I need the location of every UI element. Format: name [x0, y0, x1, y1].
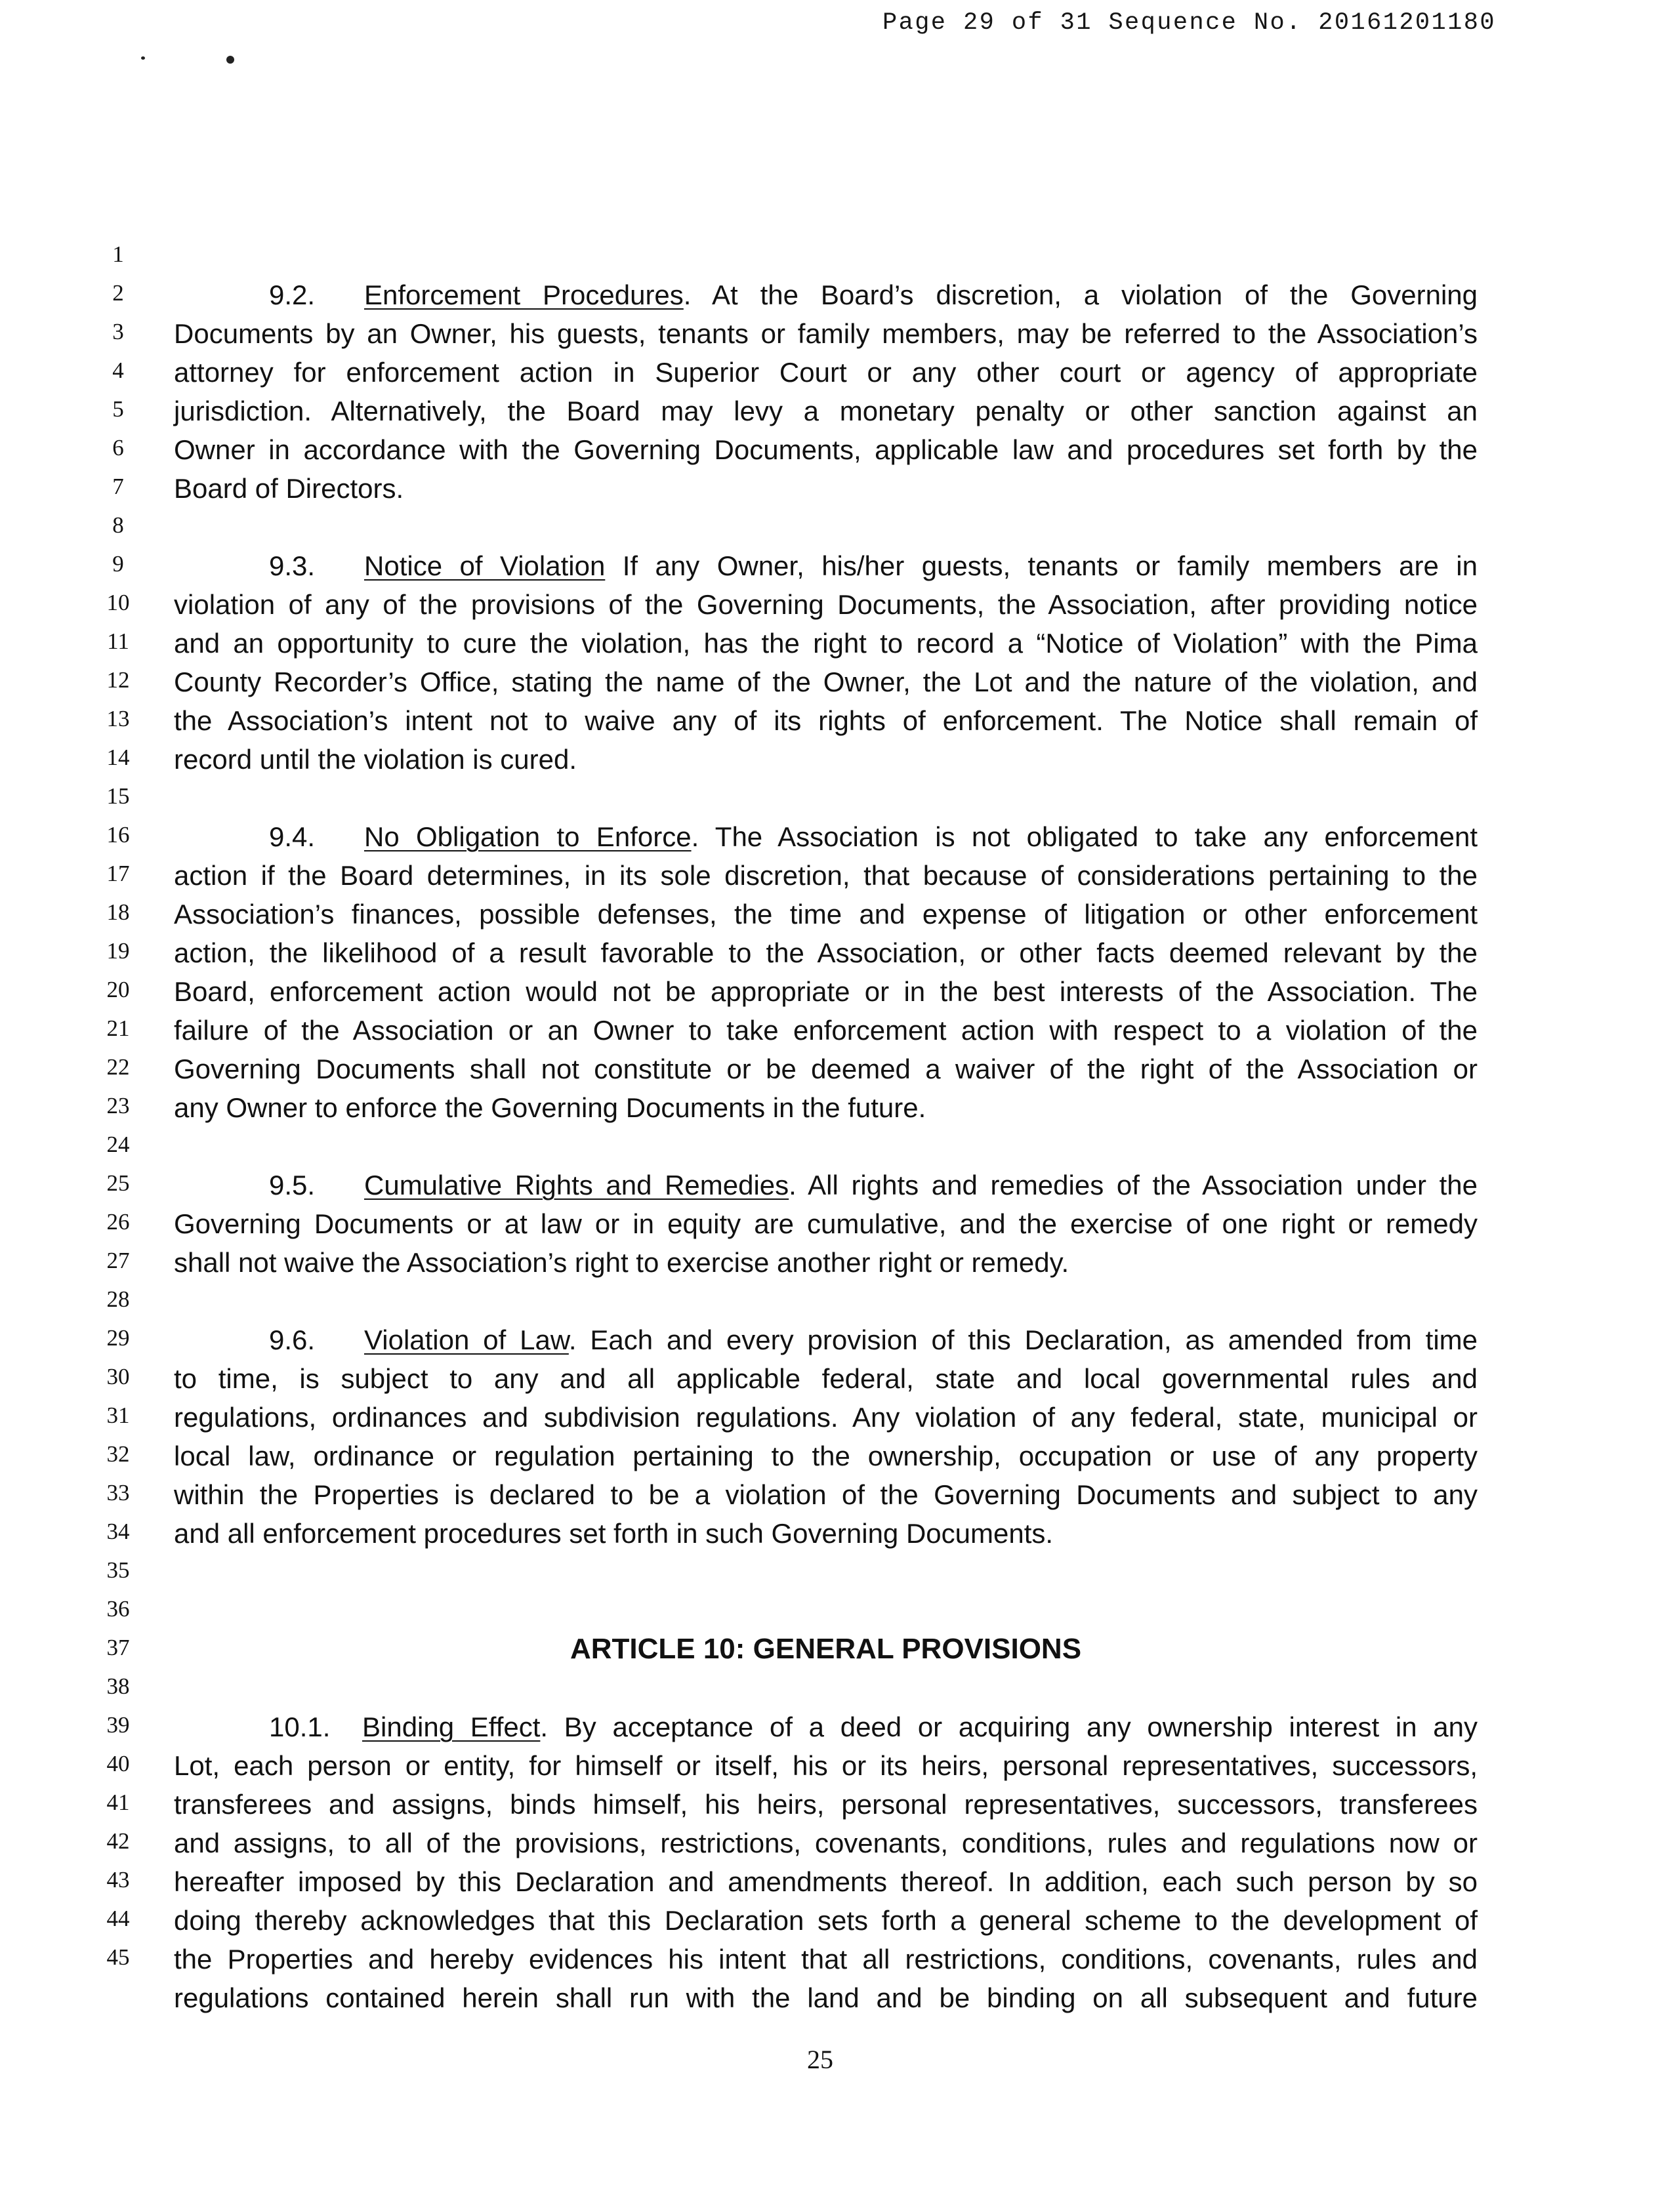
- section-title: No Obligation to Enforce: [364, 821, 692, 852]
- line-number: 20: [106, 977, 130, 1002]
- line-number: 26: [106, 1209, 130, 1235]
- section-number: 9.5.: [269, 1170, 316, 1200]
- line-number: 45: [106, 1944, 130, 1970]
- section-number: 9.2.: [269, 279, 316, 310]
- line-number: 4: [112, 358, 124, 383]
- text-run: . Each and every provision of this Declaration, as amended from time: [568, 1324, 1478, 1355]
- line-number: 33: [106, 1480, 130, 1505]
- text-run: If any Owner, his/her guests, tenants or family members are in: [605, 550, 1478, 581]
- line-number: 5: [112, 396, 124, 422]
- line-number: 17: [106, 861, 130, 886]
- line-number: 14: [106, 745, 130, 770]
- line-number: 32: [106, 1441, 130, 1467]
- line-number: 9: [112, 551, 124, 577]
- line-number: 2: [112, 280, 124, 306]
- line-number: 36: [106, 1596, 130, 1622]
- text-line: Lot, each person or entity, for himself or itself, his or its heirs, personal representatives, successors,: [174, 1750, 1478, 1781]
- text-line: within the Properties is declared to be a violation of the Governing Documents and subject to any: [174, 1479, 1478, 1510]
- section-title: Notice of Violation: [364, 550, 606, 581]
- text-line: [269, 279, 1478, 310]
- text-line: to time, is subject to any and all applicable federal, state and local governmental rules and: [174, 1363, 1478, 1394]
- text-line: and all enforcement procedures set forth in such Governing Documents.: [174, 1518, 1054, 1549]
- line-number: 18: [106, 899, 130, 925]
- line-number: 28: [106, 1286, 130, 1312]
- text-line: Board of Directors.: [174, 473, 404, 504]
- text-line: shall not waive the Association’s right to exercise another right or remedy.: [174, 1247, 1069, 1278]
- line-number: 7: [112, 474, 124, 499]
- article-heading: ARTICLE 10: GENERAL PROVISIONS: [570, 1633, 1082, 1665]
- text-line: action if the Board determines, in its sole discretion, that because of considerations pertaining to the: [174, 860, 1478, 891]
- text-line: Governing Documents or at law or in equity are cumulative, and the exercise of one right or remedy: [174, 1208, 1478, 1239]
- line-number: 31: [106, 1403, 130, 1428]
- text-line: hereafter imposed by this Declaration and amendments thereof. In addition, each such person by so: [174, 1866, 1478, 1897]
- line-number: 23: [106, 1093, 130, 1118]
- text-line: County Recorder’s Office, stating the name of the Owner, the Lot and the nature of the violation, and: [174, 666, 1478, 697]
- text-line: violation of any of the provisions of the Governing Documents, the Association, after providing notice: [174, 589, 1478, 620]
- line-number: 15: [106, 783, 130, 809]
- text-line: local law, ordinance or regulation pertaining to the ownership, occupation or use of any property: [174, 1441, 1478, 1471]
- text-run: . By acceptance of a deed or acquiring any ownership interest in any: [540, 1711, 1478, 1742]
- text-line: transferees and assigns, binds himself, his heirs, personal representatives, successors, transferees: [174, 1789, 1478, 1820]
- text-line: Governing Documents shall not constitute or be deemed a waiver of the right of the Association or: [174, 1054, 1478, 1084]
- text-line: doing thereby acknowledges that this Declaration sets forth a general scheme to the development of: [174, 1905, 1478, 1936]
- line-number: 29: [106, 1325, 130, 1351]
- text-line: Board, enforcement action would not be appropriate or in the best interests of the Association. The: [174, 976, 1478, 1007]
- line-number: 38: [106, 1673, 130, 1699]
- text-run: . All rights and remedies of the Association under the: [789, 1170, 1478, 1200]
- line-number: 12: [106, 667, 130, 693]
- section-title: Violation of Law: [364, 1324, 569, 1355]
- page-number: 25: [807, 2045, 833, 2074]
- section-title: Enforcement Procedures: [364, 279, 684, 310]
- line-number: 11: [107, 628, 129, 654]
- text-run: . At the Board’s discretion, a violation of the Governing: [683, 279, 1478, 310]
- text-line: and assigns, to all of the provisions, restrictions, covenants, conditions, rules and regulations now or: [174, 1828, 1478, 1858]
- section-title: Binding Effect: [362, 1711, 541, 1742]
- text-line: failure of the Association or an Owner to take enforcement action with respect to a violation of the: [174, 1015, 1478, 1046]
- line-number: 19: [106, 938, 130, 964]
- scan-speck: [141, 56, 145, 60]
- text-line: regulations contained herein shall run with the land and be binding on all subsequent and future: [174, 1982, 1478, 2013]
- text-line: [269, 1324, 1478, 1355]
- text-line: action, the likelihood of a result favorable to the Association, or other facts deemed relevant by the: [174, 937, 1478, 968]
- text-line: [269, 821, 1478, 852]
- text-line: regulations, ordinances and subdivision regulations. Any violation of any federal, state, municipal or: [174, 1402, 1478, 1433]
- line-number: 8: [112, 512, 124, 538]
- line-number: 27: [106, 1248, 130, 1273]
- line-number: 25: [106, 1170, 130, 1196]
- text-line: Owner in accordance with the Governing Documents, applicable law and procedures set forth by the: [174, 434, 1478, 465]
- text-line: and an opportunity to cure the violation, has the right to record a “Notice of Violation” with the Pima: [174, 628, 1478, 659]
- line-number: 10: [106, 590, 130, 615]
- text-line: the Association’s intent not to waive any of its rights of enforcement. The Notice shall remain of: [174, 705, 1478, 736]
- text-line: record until the violation is cured.: [174, 744, 577, 775]
- line-number: 3: [112, 319, 124, 344]
- scan-speck: [226, 56, 234, 64]
- line-number: 41: [106, 1790, 130, 1815]
- text-line: any Owner to enforce the Governing Documents in the future.: [174, 1092, 926, 1123]
- line-number: 42: [106, 1828, 130, 1854]
- line-number: 44: [106, 1906, 130, 1931]
- text-line: Association’s finances, possible defenses, the time and expense of litigation or other enforcement: [174, 899, 1478, 930]
- line-number: 34: [106, 1519, 130, 1544]
- text-run: . The Association is not obligated to take any enforcement: [691, 821, 1478, 852]
- text-line: attorney for enforcement action in Superior Court or any other court or agency of appropriate: [174, 357, 1478, 388]
- text-line: the Properties and hereby evidences his intent that all restrictions, conditions, covenants, rules and: [174, 1944, 1478, 1975]
- text-line: [269, 1172, 1478, 1198]
- text-line: [269, 1711, 1478, 1742]
- line-number: 6: [112, 435, 124, 461]
- line-number: 24: [106, 1132, 130, 1157]
- section-number: 9.4.: [269, 821, 316, 852]
- line-number: 16: [106, 822, 130, 848]
- line-number: 40: [106, 1751, 130, 1776]
- line-number: 21: [106, 1015, 130, 1041]
- section-number: 9.3.: [269, 550, 316, 581]
- line-number: 30: [106, 1364, 130, 1389]
- text-line: [269, 550, 1478, 581]
- text-line: Documents by an Owner, his guests, tenants or family members, may be referred to the Association’s: [174, 318, 1478, 349]
- line-number: 35: [106, 1557, 130, 1583]
- section-number: 9.6.: [269, 1324, 316, 1355]
- text-line: jurisdiction. Alternatively, the Board may levy a monetary penalty or other sanction against an: [174, 396, 1478, 426]
- line-number: 37: [106, 1635, 130, 1660]
- section-number: 10.1.: [269, 1711, 331, 1742]
- line-number: 13: [106, 706, 130, 731]
- section-title: Cumulative Rights and Remedies: [364, 1170, 789, 1200]
- line-number: 1: [112, 241, 124, 267]
- line-number: 39: [106, 1712, 130, 1738]
- page-header: Page 29 of 31 Sequence No. 20161201180: [882, 9, 1496, 37]
- line-number: 43: [106, 1867, 130, 1893]
- line-number: 22: [106, 1054, 130, 1080]
